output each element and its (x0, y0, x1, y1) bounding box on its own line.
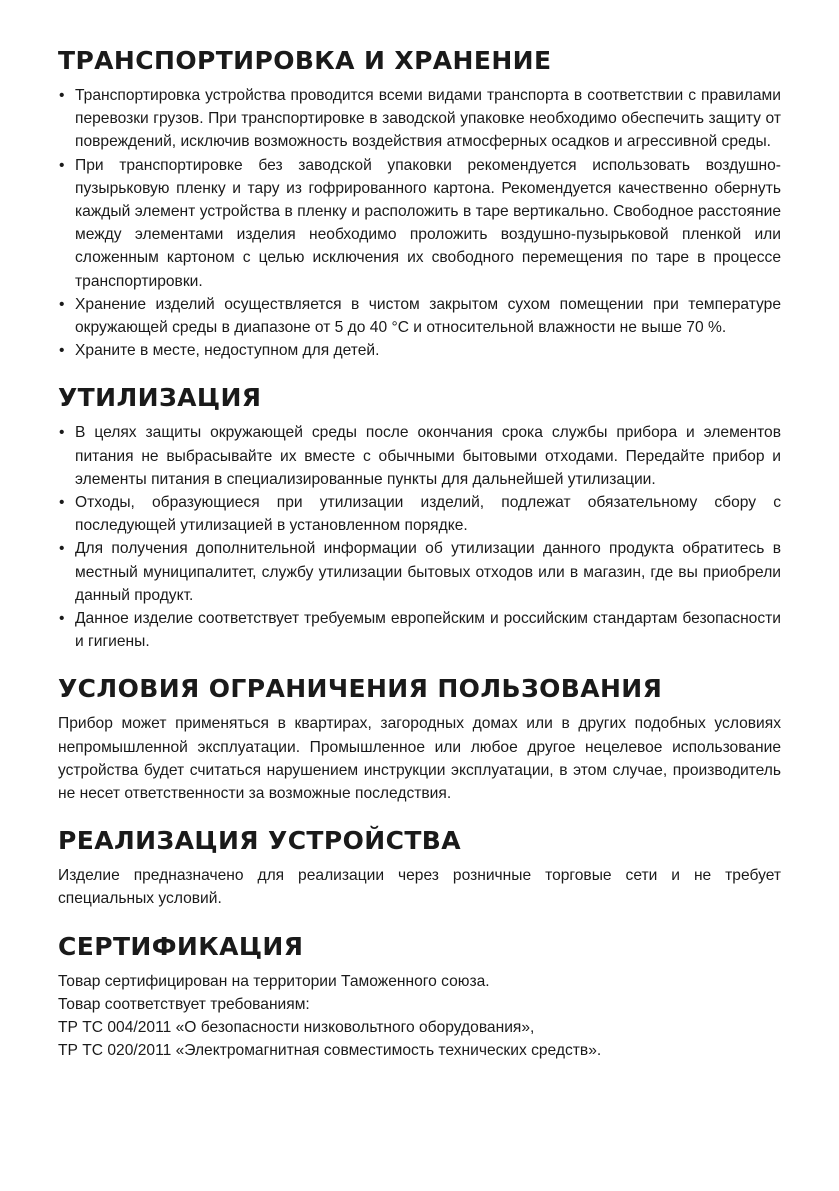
section-heading: СЕРТИФИКАЦИЯ (58, 931, 304, 961)
list-item-text: Храните в месте, недоступном для детей. (75, 342, 380, 360)
list-item (58, 293, 781, 339)
bullet-icon: • (59, 87, 65, 104)
list-item (58, 339, 781, 362)
list-item (58, 537, 781, 607)
list-item-text: Отходы, образующиеся при утилизации изделий, подлежат обязательному сбору с последующей утилизацией в установленном порядке. (75, 494, 781, 535)
list-item (58, 421, 781, 491)
list-item (58, 154, 781, 293)
bullet-list (58, 84, 781, 362)
section-usage-limits (58, 672, 781, 805)
list-item-text: Для получения дополнительной информации об утилизации данного продукта обратитесь в местный муниципалитет, службу утилизации бытовых отходов или в магазин, где вы приобрели данный продукт. (75, 540, 781, 604)
section-transport-storage (58, 44, 781, 362)
bullet-icon: • (59, 295, 65, 313)
section-heading: УСЛОВИЯ ОГРАНИЧЕНИЯ ПОЛЬЗОВАНИЯ (58, 674, 663, 704)
list-item-text: В целях защиты окружающей среды после окончания срока службы прибора и элементов питания не выбрасывайте их вместе с обычными бытовыми отходами. Передайте прибор и элементы питания в специализированные пункты для дальнейшей утилизации. (75, 424, 781, 488)
bullet-icon: • (59, 424, 65, 442)
section-paragraph: Прибор может применяться в квартирах, загородных домах или в других подобных условиях непромышленной эксплуатации. Промышленное или любое другое нецелевое использование устройства будет считаться нарушением инструкции эксплуатации, в этом случае, производитель не несет ответственности за возможные последствия. (58, 715, 781, 803)
list-item-text: Данное изделие соответствует требуемым европейским и российским стандартам безопасности и гигиены. (75, 610, 781, 651)
section-disposal (58, 381, 781, 653)
section-paragraph: Изделие предназначено для реализации через розничные торговые сети и не требует специальных условий. (58, 867, 781, 908)
certification-line: Товар соответствует требованиям: (58, 995, 310, 1013)
section-certification (58, 930, 781, 1063)
list-item (58, 84, 781, 154)
bullet-icon: • (59, 540, 65, 558)
list-item-text: При транспортировке без заводской упаковки рекомендуется использовать воздушно-пузырьковую пленку и тару из гофрированного картона. Рекомендуется качественно обернуть каждый элемент устройства в пленку и расположить в таре вертикально. Свободное расстояние между элементами изделия необходимо проложить воздушно-пузырьковой пленкой или сложенным картоном с целью исключения их свободного перемещения по таре в процессе транспортировки. (75, 156, 781, 290)
list-item-text: Транспортировка устройства проводится всеми видами транспорта в соответствии с правилами перевозки грузов. При транспортировке в заводской упаковке необходимо обеспечить защиту от повреждений, исключив возможность воздействия атмосферных осадков и агрессивной среды. (75, 87, 781, 151)
bullet-icon: • (59, 494, 65, 512)
bullet-icon: • (59, 156, 65, 174)
section-heading: ТРАНСПОРТИРОВКА И ХРАНЕНИЕ (58, 46, 552, 75)
list-item-text: Хранение изделий осуществляется в чистом закрытом сухом помещении при температуре окружающей среды в диапазоне от 5 до 40 °С и относительной влажности не выше 70 %. (75, 295, 781, 337)
list-item (58, 607, 781, 653)
section-heading: УТИЛИЗАЦИЯ (58, 383, 262, 413)
bullet-icon: • (59, 610, 65, 628)
list-item (58, 491, 781, 537)
section-sales (58, 824, 781, 910)
bullet-icon: • (59, 342, 65, 360)
section-heading: РЕАЛИЗАЦИЯ УСТРОЙСТВА (58, 826, 461, 856)
certification-line: Товар сертифицирован на территории Таможенного союза. (58, 972, 490, 990)
bullet-list (58, 421, 781, 653)
certification-line: ТР ТС 020/2011 «Электромагнитная совместимость технических средств». (58, 1042, 602, 1060)
certification-line: ТР ТС 004/2011 «О безопасности низковольтного оборудования», (58, 1019, 535, 1037)
